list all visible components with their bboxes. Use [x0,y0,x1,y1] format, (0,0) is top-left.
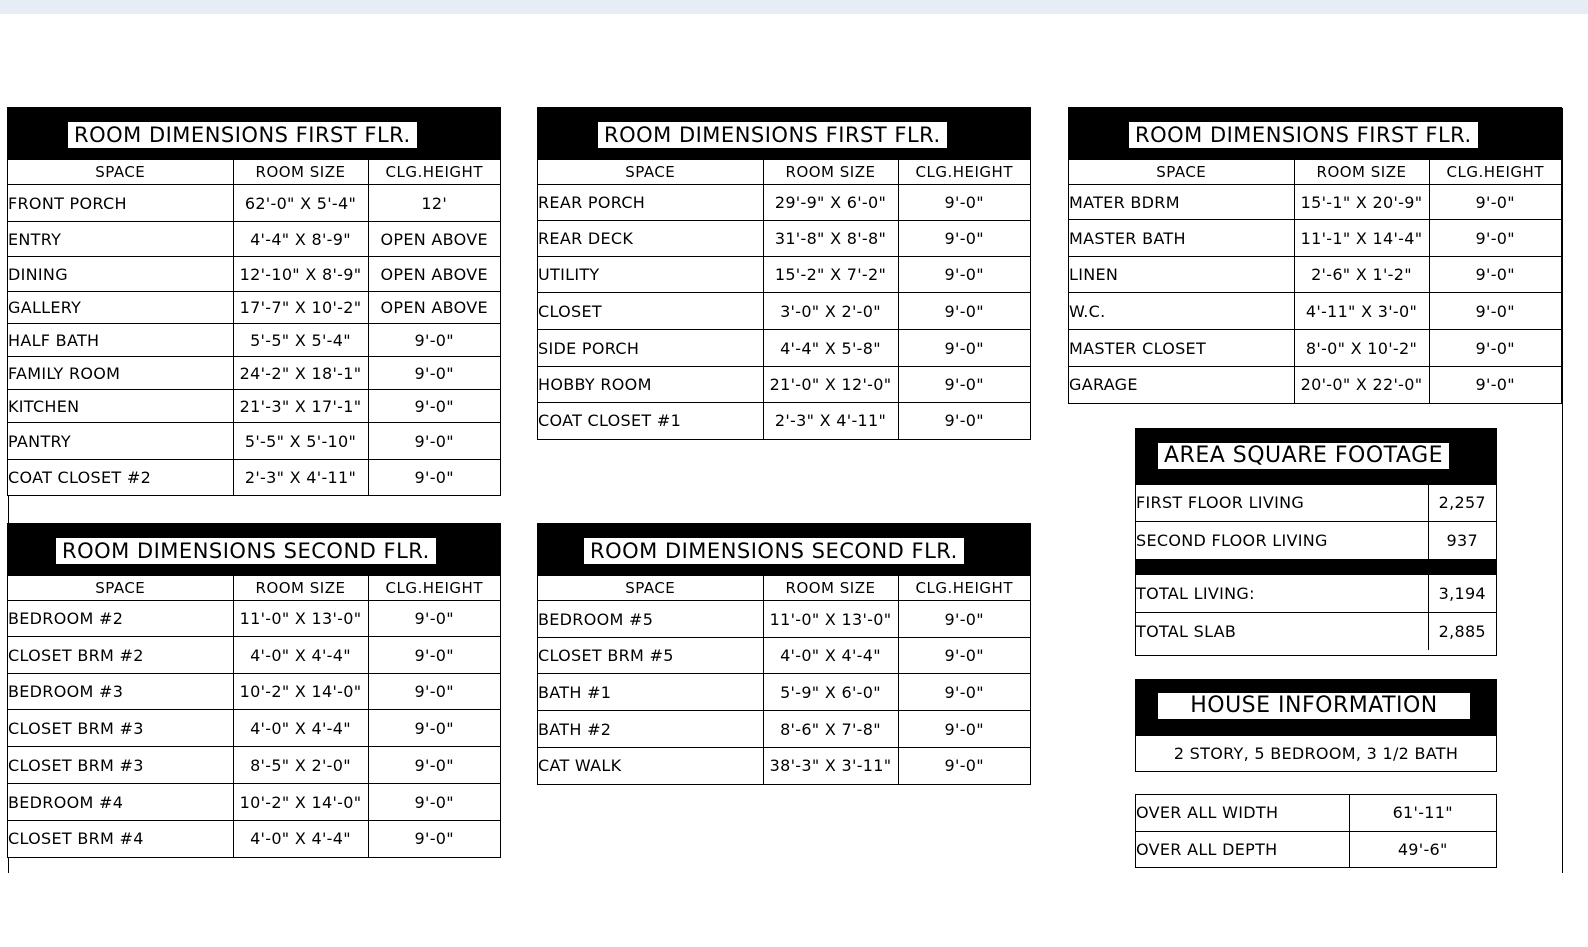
ceiling-height-cell: 9'-0" [1429,367,1561,403]
overall-dimensions-body [1136,795,1496,867]
room-size-cell: 11'-0" X 13'-0" [233,601,368,637]
room-table-header [1069,108,1561,160]
ceiling-height-cell: 9'-0" [368,460,500,495]
room-size-cell: 12'-10" X 8'-9" [233,257,368,292]
room-table-grid [8,576,500,857]
table-row [538,257,1030,293]
space-cell: GALLERY [8,292,233,324]
table-row [8,747,500,784]
space-cell: CLOSET BRM #3 [8,747,233,784]
column-header: CLG.HEIGHT [1429,160,1561,185]
table-row [538,711,1030,748]
dimension-value: 49'-6" [1349,831,1496,867]
table-row [8,601,500,637]
room-size-cell: 2'-3" X 4'-11" [233,460,368,495]
table-row [538,330,1030,367]
area-label: SECOND FLOOR LIVING [1136,521,1428,559]
room-size-cell: 15'-2" X 7'-2" [763,257,898,293]
table-row [1069,257,1561,293]
ceiling-height-cell: 9'-0" [368,784,500,821]
ceiling-height-cell: 9'-0" [898,367,1030,403]
ceiling-height-cell: 12' [421,193,448,213]
room-table-header [538,108,1030,160]
dimension-label: OVER ALL WIDTH [1136,795,1349,831]
table-row [8,222,500,257]
column-header: ROOM SIZE [233,576,368,601]
area-square-footage-table [1135,428,1497,656]
space-cell: CLOSET BRM #4 [8,821,233,857]
space-cell: W.C. [1069,293,1294,330]
table-row [538,367,1030,403]
space-cell: DINING [8,257,233,292]
ceiling-height-cell: 9'-0" [898,330,1030,367]
ceiling-height-cell: 9'-0" [368,710,500,747]
table-row [1069,367,1561,403]
room-size-cell: 21'-3" X 17'-1" [233,390,368,423]
table-row [8,710,500,747]
table-row [1069,220,1561,257]
area-row [1136,521,1496,559]
ceiling-height-cell: OPEN ABOVE [368,222,500,257]
table-row [8,674,500,710]
table-row [8,460,500,495]
dimension-row [1136,831,1496,867]
room-size-cell: 31'-8" X 8'-8" [763,221,898,257]
space-cell: BEDROOM #5 [538,601,763,638]
column-header: CLG.HEIGHT [368,576,500,601]
overall-dimensions-table [1135,794,1497,868]
table-row [1069,185,1561,220]
house-info-text: 2 STORY, 5 BEDROOM, 3 1/2 BATH [1136,735,1496,772]
room-table-title: ROOM DIMENSIONS SECOND FLR. [56,538,436,564]
house-information-table [1135,679,1497,772]
ceiling-height-cell: 9'-0" [898,638,1030,674]
table-row [1069,330,1561,367]
house-info-header [1136,680,1496,735]
ceiling-height-cell: 9'-0" [368,637,500,674]
space-cell: PANTRY [8,423,233,460]
room-size-cell: 5'-5" X 5'-10" [233,423,368,460]
area-value: 2,885 [1428,612,1496,650]
ceiling-height-cell: 9'-0" [898,293,1030,330]
column-header: ROOM SIZE [233,160,368,185]
frame-line-right [1562,108,1563,873]
column-header: CLG.HEIGHT [368,160,500,185]
column-header-row [1069,160,1561,185]
room-table [537,523,1031,785]
room-table-header [8,108,500,160]
area-label: TOTAL SLAB [1136,612,1428,650]
space-cell: COAT CLOSET #1 [538,403,763,439]
column-header-row [8,576,500,601]
room-size-cell: 62'-0" X 5'-4" [233,185,368,222]
room-size-cell: 15'-1" X 20'-9" [1294,185,1429,220]
area-table-body [1136,485,1496,650]
column-header: SPACE [1069,160,1294,185]
room-size-cell: 17'-7" X 10'-2" [233,292,368,324]
dimension-value: 61'-11" [1392,803,1453,823]
room-size-cell: 11'-0" X 13'-0" [763,601,898,638]
space-cell: ENTRY [8,222,233,257]
space-cell: HALF BATH [8,324,233,357]
ceiling-height-cell: 9'-0" [368,747,500,784]
room-table-title: ROOM DIMENSIONS SECOND FLR. [584,538,964,564]
room-table-title: ROOM DIMENSIONS FIRST FLR. [598,122,947,148]
room-table-header [538,524,1030,576]
room-size-cell: 38'-3" X 3'-11" [763,748,898,784]
space-cell: BEDROOM #2 [8,601,233,637]
table-row [1069,293,1561,330]
ceiling-height-cell: 9'-0" [1429,257,1561,293]
room-table [1068,107,1562,404]
table-row [8,784,500,821]
room-table [537,107,1031,440]
space-cell: BEDROOM #4 [8,784,233,821]
column-header-row [8,160,500,185]
column-header: SPACE [8,576,233,601]
space-cell: MASTER BATH [1069,220,1294,257]
room-table [7,523,501,858]
area-value: 2,257 [1438,493,1486,513]
space-cell: CLOSET [538,293,763,330]
room-size-cell: 8'-0" X 10'-2" [1294,330,1429,367]
table-row [8,390,500,423]
space-cell: BEDROOM #3 [8,674,233,710]
table-row [8,324,500,357]
table-row [538,293,1030,330]
table-row [538,403,1030,439]
area-label: TOTAL LIVING: [1136,574,1428,612]
room-size-cell: 10'-2" X 14'-0" [233,784,368,821]
space-cell: KITCHEN [8,390,233,423]
table-row [8,185,500,222]
room-table-grid [538,576,1030,784]
table-row [8,257,500,292]
room-table-title: ROOM DIMENSIONS FIRST FLR. [1129,122,1478,148]
room-size-cell: 5'-5" X 5'-4" [233,324,368,357]
ceiling-height-cell: 9'-0" [368,324,500,357]
ceiling-height-cell: 9'-0" [368,390,500,423]
space-cell: CAT WALK [538,748,763,784]
ceiling-height-cell: 9'-0" [368,674,500,710]
table-row [538,748,1030,784]
column-header: SPACE [538,576,763,601]
house-info-title: HOUSE INFORMATION [1158,693,1470,719]
ceiling-height-cell: 9'-0" [898,711,1030,748]
area-separator-bar [1136,559,1496,574]
ceiling-height-cell: 9'-0" [898,403,1030,439]
room-size-cell: 4'-0" X 4'-4" [763,638,898,674]
area-value: 937 [1428,521,1496,559]
table-row [8,821,500,857]
room-size-cell: 4'-4" X 8'-9" [233,222,368,257]
room-table [7,107,501,496]
room-table-grid [1069,160,1561,403]
ceiling-height-cell: OPEN ABOVE [368,257,500,292]
column-header: ROOM SIZE [1294,160,1429,185]
area-row [1136,485,1496,521]
column-header: ROOM SIZE [763,576,898,601]
table-row [538,601,1030,638]
space-cell: HOBBY ROOM [538,367,763,403]
space-cell: CLOSET BRM #3 [8,710,233,747]
room-size-cell: 4'-0" X 4'-4" [233,821,368,857]
area-label: FIRST FLOOR LIVING [1136,485,1428,521]
room-table-header [8,524,500,576]
space-cell: UTILITY [538,257,763,293]
room-size-cell: 4'-11" X 3'-0" [1294,293,1429,330]
top-bar [0,0,1588,14]
room-size-cell: 20'-0" X 22'-0" [1294,367,1429,403]
room-size-cell: 2'-6" X 1'-2" [1294,257,1429,293]
room-size-cell: 4'-0" X 4'-4" [233,637,368,674]
column-header-row [538,576,1030,601]
ceiling-height-cell: 9'-0" [1429,330,1561,367]
room-size-cell: 21'-0" X 12'-0" [763,367,898,403]
column-header-row [538,160,1030,185]
room-size-cell: 8'-6" X 7'-8" [763,711,898,748]
space-cell: CLOSET BRM #2 [8,637,233,674]
room-size-cell: 5'-9" X 6'-0" [763,674,898,711]
room-size-cell: 3'-0" X 2'-0" [763,293,898,330]
column-header: SPACE [538,160,763,185]
room-size-cell: 11'-1" X 14'-4" [1294,220,1429,257]
room-table-title: ROOM DIMENSIONS FIRST FLR. [68,122,417,148]
column-header: CLG.HEIGHT [898,160,1030,185]
table-row [538,221,1030,257]
space-cell: MATER BDRM [1069,185,1294,220]
ceiling-height-cell: 9'-0" [944,193,984,212]
room-size-cell: 4'-4" X 5'-8" [763,330,898,367]
ceiling-height-cell: 9'-0" [368,357,500,390]
room-size-cell: 4'-0" X 4'-4" [233,710,368,747]
table-row [538,674,1030,711]
room-size-cell: 29'-9" X 6'-0" [763,185,898,221]
area-row [1136,574,1496,612]
ceiling-height-cell: OPEN ABOVE [368,292,500,324]
ceiling-height-cell: 9'-0" [1475,192,1515,212]
ceiling-height-cell: 9'-0" [898,748,1030,784]
ceiling-height-cell: 9'-0" [1429,220,1561,257]
room-size-cell: 8'-5" X 2'-0" [233,747,368,784]
ceiling-height-cell: 9'-0" [1429,293,1561,330]
table-row [538,185,1030,221]
table-row [8,292,500,324]
ceiling-height-cell: 9'-0" [898,257,1030,293]
space-cell: BATH #2 [538,711,763,748]
ceiling-height-cell: 9'-0" [368,423,500,460]
area-separator-row [1136,559,1496,574]
table-row [8,357,500,390]
table-row [8,423,500,460]
column-header: CLG.HEIGHT [898,576,1030,601]
column-header: ROOM SIZE [763,160,898,185]
room-size-cell: 10'-2" X 14'-0" [233,674,368,710]
space-cell: MASTER CLOSET [1069,330,1294,367]
space-cell: REAR DECK [538,221,763,257]
area-value: 3,194 [1428,574,1496,612]
dimension-row [1136,795,1496,831]
room-size-cell: 2'-3" X 4'-11" [763,403,898,439]
space-cell: GARAGE [1069,367,1294,403]
space-cell: LINEN [1069,257,1294,293]
area-table-header [1136,429,1496,485]
area-table-title: AREA SQUARE FOOTAGE [1158,443,1449,469]
space-cell: REAR PORCH [538,185,763,221]
table-row [538,638,1030,674]
ceiling-height-cell: 9'-0" [414,609,454,628]
table-row [8,637,500,674]
room-table-grid [538,160,1030,439]
ceiling-height-cell: 9'-0" [944,609,984,629]
column-header: SPACE [8,160,233,185]
ceiling-height-cell: 9'-0" [898,221,1030,257]
space-cell: CLOSET BRM #5 [538,638,763,674]
space-cell: SIDE PORCH [538,330,763,367]
area-row [1136,612,1496,650]
room-table-grid [8,160,500,495]
space-cell: FRONT PORCH [8,185,233,222]
dimension-label: OVER ALL DEPTH [1136,831,1349,867]
ceiling-height-cell: 9'-0" [368,821,500,857]
ceiling-height-cell: 9'-0" [898,674,1030,711]
space-cell: FAMILY ROOM [8,357,233,390]
space-cell: BATH #1 [538,674,763,711]
room-size-cell: 24'-2" X 18'-1" [233,357,368,390]
space-cell: COAT CLOSET #2 [8,460,233,495]
